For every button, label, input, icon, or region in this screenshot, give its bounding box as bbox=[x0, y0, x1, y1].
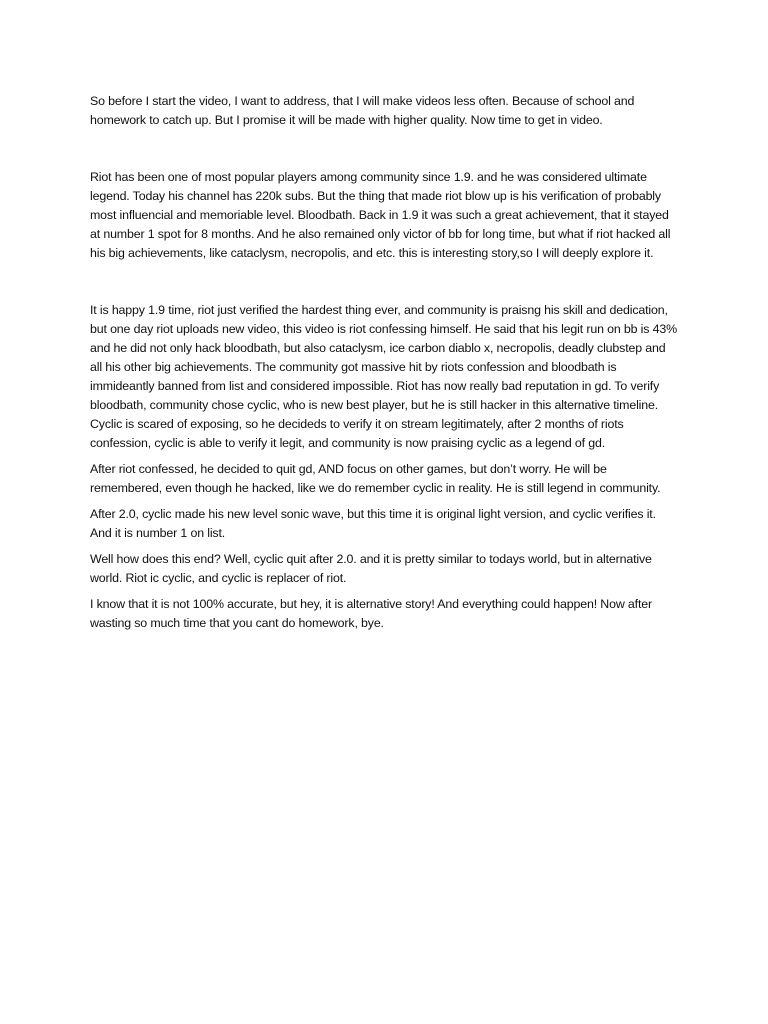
paragraph-confession: It is happy 1.9 time, riot just verified the hardest thing ever, and community is praisng his skill and dedication, but one day riot uploads new video, this video is riot confessing himself. He said that his legit run on bb is 43% and he did not only hack bloodbath, but also cataclysm, ice carbon diablo x, necropolis, deadly clubstep and all his other big achievements. The community got massive hit by riots confession and bloodbath is immideantly banned from list and considered impossible. Riot has now really bad reputation in gd. To verify bloodbath, community chose cyclic, who is new best player, but he is still hacker in this alternative timeline. Cyclic is scared of exposing, so he decideds to verify it on stream legitimately, after 2 months of riots confession, cyclic is able to verify it legit, and community is now praising cyclic as a legend of gd. bbox=[90, 303, 677, 450]
paragraph-after-confession: After riot confessed, he decided to quit gd, AND focus on other games, but don’t worry. He will be remembered, even though he hacked, like we do remember cyclic in reality. He is still legend in community. bbox=[90, 462, 661, 495]
paragraph-sonic-wave: After 2.0, cyclic made his new level sonic wave, but this time it is original light version, and cyclic verifies it. And it is number 1 on list. bbox=[90, 507, 656, 540]
paragraph-ending: Well how does this end? Well, cyclic quit after 2.0. and it is pretty similar to todays world, but in alternative world. Riot ic cyclic, and cyclic is replacer of riot. bbox=[90, 552, 652, 585]
paragraph-riot-background: Riot has been one of most popular players among community since 1.9. and he was considered ultimate legend. Today his channel has 220k subs. But the thing that made riot blow up is his verification of probably most influencial and memoriable level. Bloodbath. Back in 1.9 it was such a great achievement, that it stayed at number 1 spot for 8 months. And he also remained only victor of bb for long time, but what if riot hacked all his big achievements, like cataclysm, necropolis, and etc. this is interesting story,so I will deeply explore it. bbox=[90, 170, 671, 260]
paragraph-intro: So before I start the video, I want to address, that I will make videos less often. Because of school and homework to catch up. But I promise it will be made with higher quality. Now time to get in video. bbox=[90, 94, 635, 127]
document-body bbox=[90, 92, 680, 633]
paragraph-outro: I know that it is not 100% accurate, but hey, it is alternative story! And everything could happen! Now after wasting so much time that you cant do homework, bye. bbox=[90, 597, 652, 630]
